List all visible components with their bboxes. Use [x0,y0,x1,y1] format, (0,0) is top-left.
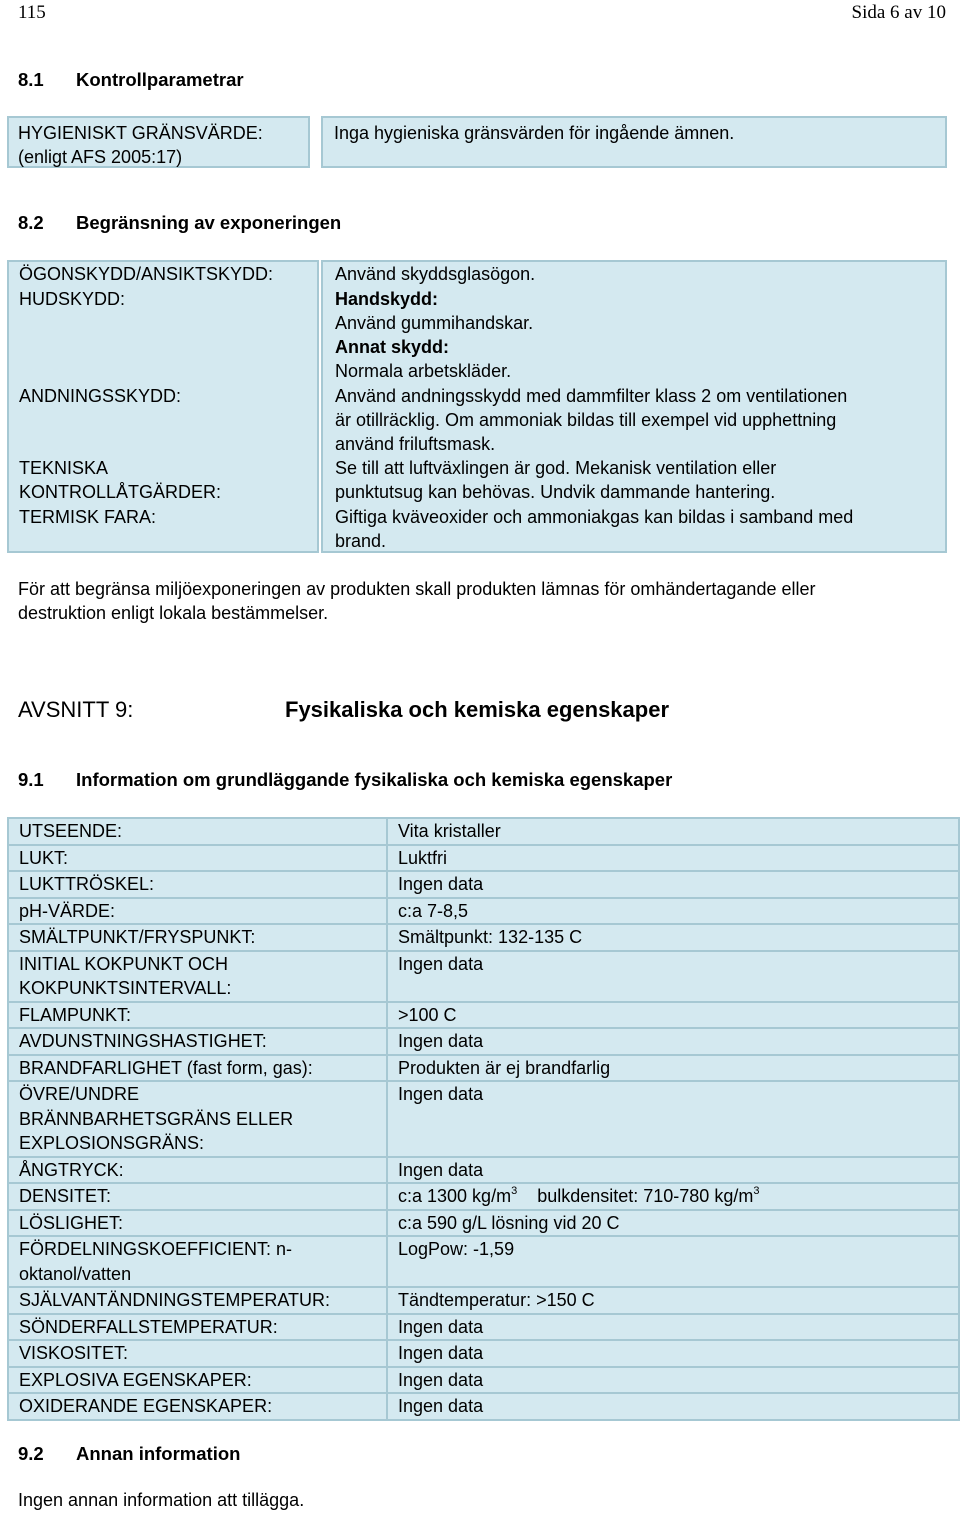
section-9-title: Fysikaliska och kemiska egenskaper [285,697,670,722]
hand-protection-heading: Handskydd: [335,289,439,309]
property-label: SJÄLVANTÄNDNINGSTEMPERATUR: [8,1287,387,1314]
property-value: Ingen data [387,1081,959,1157]
section-title: Information om grundläggande fysikaliska och kemiska egenskaper [76,769,673,790]
property-value: Vita kristaller [387,818,959,845]
hygienic-limit-value-box [321,116,947,168]
table-row [8,871,959,898]
section-9-2-heading [18,1443,240,1465]
eye-protection-value: Använd skyddsglasögon. [335,264,536,284]
respiratory-protection-label: ANDNINGSSKYDD: [19,386,182,406]
section-8-2-heading [18,212,341,234]
property-value: c:a 590 g/L lösning vid 20 C [387,1210,959,1237]
property-label: BRANDFARLIGHET (fast form, gas): [8,1055,387,1082]
property-label: ÖVRE/UNDRE BRÄNNBARHETSGRÄNS ELLER EXPLOSIONSGRÄNS: [8,1081,387,1157]
text-line: brand. [335,531,387,551]
property-label: SMÄLTPUNKT/FRYSPUNKT: [8,924,387,951]
property-label: OXIDERANDE EGENSKAPER: [8,1393,387,1420]
density-value: c:a 1300 kg/m [398,1186,512,1206]
table-row [8,1287,959,1314]
table-row [8,1314,959,1341]
page-indicator: Sida 6 av 10 [851,2,946,23]
property-value: Ingen data [387,1367,959,1394]
property-value: c:a 7-8,5 [387,898,959,925]
table-row [8,1157,959,1184]
table-row [8,1002,959,1029]
other-protection-heading: Annat skydd: [335,337,450,357]
superscript: 3 [511,1185,518,1197]
section-9-label: AVSNITT 9: [18,697,134,722]
thermal-hazard-label: TERMISK FARA: [19,507,157,527]
property-value: Ingen data [387,1393,959,1420]
table-row [8,1367,959,1394]
text-line: Använd andningsskydd med dammfilter klass 2 om ventilationen [335,386,848,406]
environmental-exposure-text [18,577,815,625]
property-value: >100 C [387,1002,959,1029]
text-line: destruktion enligt lokala bestämmelser. [18,603,329,623]
table-row [8,898,959,925]
hygienic-limit-value: Inga hygieniska gränsvärden för ingående ämnen. [334,123,735,143]
hygienic-limit-label-box [7,116,310,168]
text-line: är otillräcklig. Om ammoniak bildas till exempel vid upphettning [335,410,837,430]
section-title: Annan information [76,1443,241,1464]
property-value: Ingen data [387,1314,959,1341]
section-title: Begränsning av exponeringen [76,212,342,233]
property-label: FÖRDELNINGSKOEFFICIENT: n-oktanol/vatten [8,1236,387,1287]
property-label: UTSEENDE: [8,818,387,845]
exposure-labels-box [7,260,319,553]
table-row [8,818,959,845]
technical-controls-value [335,456,776,504]
property-label: EXPLOSIVA EGENSKAPER: [8,1367,387,1394]
superscript: 3 [753,1185,760,1197]
hygienic-limit-label: HYGIENISKT GRÄNSVÄRDE: [18,123,263,143]
property-label: LUKT: [8,845,387,872]
properties-table [7,817,960,1421]
text-line: punktutsug kan behövas. Undvik dammande hantering. [335,482,776,502]
property-label: ÅNGTRYCK: [8,1157,387,1184]
property-value: Ingen data [387,1028,959,1055]
skin-protection-label: HUDSKYDD: [19,289,126,309]
respiratory-protection-value [335,384,847,456]
table-row [8,951,959,1002]
section-title: Kontrollparametrar [76,69,244,90]
hygienic-limit-sublabel: (enligt AFS 2005:17) [18,147,183,167]
section-9-1-heading [18,769,672,791]
property-value: Ingen data [387,871,959,898]
skin-protection-value [335,287,533,383]
text-line: Giftiga kväveoxider och ammoniakgas kan bildas i samband med [335,507,854,527]
page-number: 115 [18,2,46,23]
technical-controls-label [19,456,221,504]
text-line: För att begränsa miljöexponeringen av produkten skall produkten lämnas för omhändertagande eller [18,579,816,599]
exposure-values-box [321,260,947,553]
technical-controls-label-line: TEKNISKA [19,458,109,478]
section-number: 9.1 [18,769,44,790]
table-row [8,1340,959,1367]
text-line: använd friluftsmask. [335,434,496,454]
property-label: AVDUNSTNINGSHASTIGHET: [8,1028,387,1055]
property-value: Ingen data [387,1157,959,1184]
table-row [8,1210,959,1237]
technical-controls-label-line: KONTROLLÅTGÄRDER: [19,482,222,502]
table-row [8,1393,959,1420]
section-8-1-heading [18,69,244,91]
property-value [387,1183,959,1210]
property-value: LogPow: -1,59 [387,1236,959,1287]
property-label: SÖNDERFALLSTEMPERATUR: [8,1314,387,1341]
property-label: FLAMPUNKT: [8,1002,387,1029]
other-information-text: Ingen annan information att tillägga. [18,1490,305,1510]
section-number: 9.2 [18,1443,44,1464]
property-value: Ingen data [387,951,959,1002]
other-protection-value: Normala arbetskläder. [335,361,512,381]
table-row [8,845,959,872]
thermal-hazard-value [335,505,853,553]
property-value: Produkten är ej brandfarlig [387,1055,959,1082]
property-value: Ingen data [387,1340,959,1367]
property-label: LUKTTRÖSKEL: [8,871,387,898]
table-row [8,1183,959,1210]
property-value: Smältpunkt: 132-135 C [387,924,959,951]
table-row [8,1028,959,1055]
table-row [8,1236,959,1287]
section-number: 8.2 [18,212,44,233]
property-value: Luktfri [387,845,959,872]
section-number: 8.1 [18,69,44,90]
property-label: LÖSLIGHET: [8,1210,387,1237]
hand-protection-value: Använd gummihandskar. [335,313,534,333]
property-label: INITIAL KOKPUNKT OCH KOKPUNKTSINTERVALL: [8,951,387,1002]
property-label: pH-VÄRDE: [8,898,387,925]
bulk-density-value: bulkdensitet: 710-780 kg/m [537,1186,754,1206]
text-line: Se till att luftväxlingen är god. Mekanisk ventilation eller [335,458,777,478]
property-value: Tändtemperatur: >150 C [387,1287,959,1314]
table-row [8,1081,959,1157]
table-row [8,1055,959,1082]
property-label: DENSITET: [8,1183,387,1210]
eye-protection-label: ÖGONSKYDD/ANSIKTSKYDD: [19,264,274,284]
table-row [8,924,959,951]
property-label: VISKOSITET: [8,1340,387,1367]
